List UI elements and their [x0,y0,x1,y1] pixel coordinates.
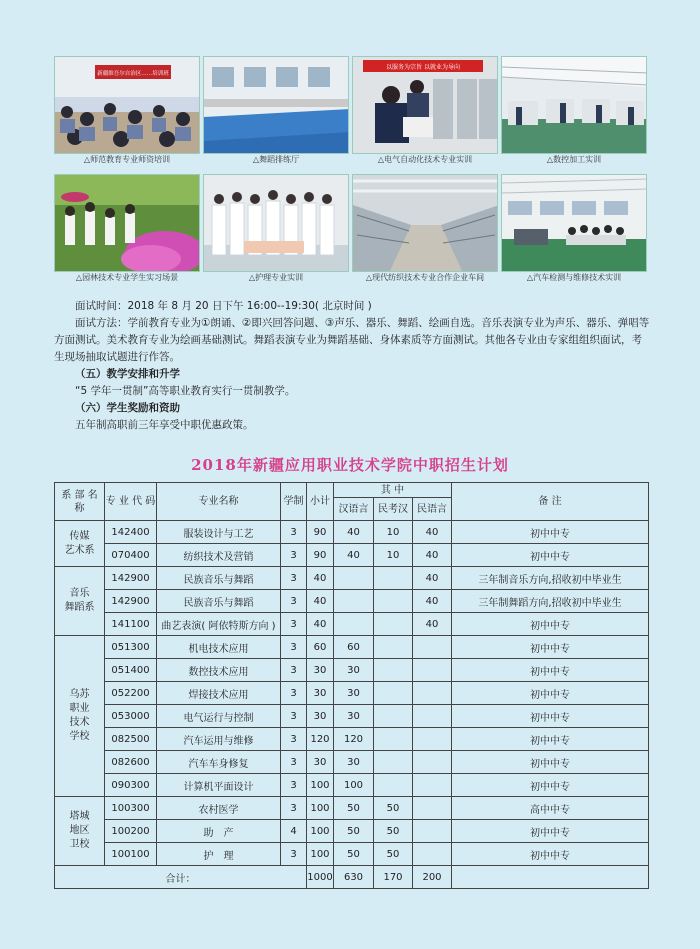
enrollment-plan-table [54,482,649,889]
code-cell: 142900 [105,590,157,613]
min-cell [413,797,452,820]
years-cell: 3 [281,521,307,544]
code-cell: 100200 [105,820,157,843]
han-cell: 50 [334,843,374,866]
remark-cell: 初中中专 [452,521,649,544]
remark-cell: 初中中专 [452,751,649,774]
admission-details [54,298,650,434]
photo-nursing-training [203,174,349,284]
banner-text: 以服务为宗旨 以就业为导向 [386,64,460,71]
remark-cell: 初中中专 [452,544,649,567]
mkh-cell [374,590,413,613]
code-cell: 082600 [105,751,157,774]
code-cell: 142900 [105,567,157,590]
nursing-lab-photo [203,174,349,272]
mkh-cell: 50 [374,843,413,866]
interview-time: 面试时间：2018 年 8 月 20 日下午 16:00--19:30( 北京时间 ) [75,300,372,312]
table-row [55,843,649,866]
han-cell: 30 [334,682,374,705]
mkh-cell [374,728,413,751]
code-cell: 100100 [105,843,157,866]
han-cell: 100 [334,774,374,797]
header-remark: 备 注 [452,483,649,521]
photo-caption: △园林技术专业学生实习场景 [75,273,179,282]
code-cell: 100300 [105,797,157,820]
mkh-cell: 10 [374,544,413,567]
han-cell: 120 [334,728,374,751]
years-cell: 3 [281,659,307,682]
han-cell [334,567,374,590]
remark-cell: 初中中专 [452,728,649,751]
han-cell [334,613,374,636]
table-row [55,820,649,843]
photo-caption: △师范教育专业师资培训 [83,155,171,164]
years-cell: 3 [281,567,307,590]
code-cell: 090300 [105,774,157,797]
remark-cell: 初中中专 [452,613,649,636]
total-cell: 40 [307,567,334,590]
section5-body: “5 学年一贯制”高等职业教育实行一贯制教学。 [75,385,296,397]
mkh-cell [374,751,413,774]
mkh-cell [374,613,413,636]
min-cell [413,682,452,705]
code-cell: 142400 [105,521,157,544]
table-row [55,590,649,613]
dept-cell: 音乐 舞蹈系 [55,567,105,636]
major-cell: 机电技术应用 [157,636,281,659]
remark-cell: 初中中专 [452,636,649,659]
remark-cell: 初中中专 [452,659,649,682]
table-row [55,567,649,590]
major-cell: 曲艺表演( 阿依特斯方向 ) [157,613,281,636]
plan-title: 2018年新疆应用职业技术学院中职招生计划 [191,456,509,474]
han-cell: 30 [334,751,374,774]
major-cell: 汽车运用与维修 [157,728,281,751]
interview-method: 面试方法：学前教育专业为①朗诵、②即兴回答问题、③声乐、器乐、舞蹈、绘画自选。音乐表演专业为声乐、器乐、弹唱等方面测试。美术教育专业为绘画基础测试。舞蹈表演专业为舞蹈基础、身体素质等方面测试。其他各专业由专家组组织面试，考生现场抽取试题进行作答。 [54,317,650,363]
han-cell: 50 [334,820,374,843]
remark-cell: 初中中专 [452,843,649,866]
photo-electrical-training [352,56,498,166]
code-cell: 051400 [105,659,157,682]
total-cell: 100 [307,774,334,797]
table-row [55,705,649,728]
min-cell: 40 [413,544,452,567]
code-cell: 053000 [105,705,157,728]
code-cell: 070400 [105,544,157,567]
header-major-name: 专业名称 [157,483,281,521]
table-row [55,774,649,797]
photo-teacher-training [54,56,200,166]
years-cell: 3 [281,613,307,636]
electrical-lab-photo [352,56,498,154]
table-row [55,544,649,567]
table-header [55,483,649,521]
major-cell: 汽车车身修复 [157,751,281,774]
years-cell: 3 [281,797,307,820]
header-min: 民语言 [413,498,452,521]
remark-cell: 初中中专 [452,820,649,843]
total-cell: 90 [307,544,334,567]
total-cell: 40 [307,590,334,613]
years-cell: 4 [281,820,307,843]
photo-caption: △现代纺织技术专业合作企业车间 [365,273,485,282]
total-cell: 30 [307,705,334,728]
header-years: 学制 [281,483,307,521]
total-cell: 30 [307,751,334,774]
table-row [55,728,649,751]
han-cell [334,590,374,613]
major-cell: 计算机平面设计 [157,774,281,797]
header-han: 汉语言 [334,498,374,521]
min-cell [413,636,452,659]
years-cell: 3 [281,636,307,659]
remark-cell: 初中中专 [452,705,649,728]
total-cell: 60 [307,636,334,659]
min-cell [413,751,452,774]
han-cell: 30 [334,659,374,682]
remark-cell: 初中中专 [452,774,649,797]
major-cell: 数控技术应用 [157,659,281,682]
photo-caption: △汽车检测与维修技术实训 [526,273,622,282]
remark-cell: 初中中专 [452,682,649,705]
totals-remark [452,866,649,889]
mkh-cell: 50 [374,797,413,820]
major-cell: 民族音乐与舞蹈 [157,567,281,590]
major-cell: 助 产 [157,820,281,843]
photo-caption: △护理专业实训 [248,273,304,282]
photo-textile-workshop [352,174,498,284]
textile-factory-photo [352,174,498,272]
photo-caption: △电气自动化技术专业实训 [377,155,473,164]
totals-total: 1000 [307,866,334,889]
mkh-cell [374,774,413,797]
section6-title: （六）学生奖励和资助 [75,402,180,414]
major-cell: 农村医学 [157,797,281,820]
total-cell: 100 [307,843,334,866]
table-row [55,659,649,682]
totals-mkh: 170 [374,866,413,889]
photo-dance-hall [203,56,349,166]
cnc-workshop-photo [501,56,647,154]
classroom-photo [54,56,200,154]
table-row [55,797,649,820]
years-cell: 3 [281,544,307,567]
auto-workshop-photo [501,174,647,272]
photo-grid [54,56,646,284]
table-row [55,521,649,544]
min-cell [413,820,452,843]
header-subtotal: 小计 [307,483,334,521]
han-cell: 50 [334,797,374,820]
header-minkaohan: 民考汉 [374,498,413,521]
mkh-cell: 10 [374,521,413,544]
min-cell [413,728,452,751]
years-cell: 3 [281,590,307,613]
total-cell: 30 [307,682,334,705]
years-cell: 3 [281,705,307,728]
major-cell: 护 理 [157,843,281,866]
section6-body: 五年制高职前三年享受中职优惠政策。 [75,419,254,431]
mkh-cell [374,682,413,705]
major-cell: 焊接技术应用 [157,682,281,705]
total-cell: 100 [307,797,334,820]
photo-cnc-training [501,56,647,166]
remark-cell: 高中中专 [452,797,649,820]
major-cell: 电气运行与控制 [157,705,281,728]
mkh-cell [374,567,413,590]
total-cell: 90 [307,521,334,544]
header-dept: 系 部 名 称 [55,483,105,521]
dept-cell: 传媒 艺术系 [55,521,105,567]
total-cell: 40 [307,613,334,636]
garden-photo [54,174,200,272]
code-cell: 141100 [105,613,157,636]
years-cell: 3 [281,682,307,705]
table-row [55,682,649,705]
dance-hall-photo [203,56,349,154]
header-code: 专 业 代 码 [105,483,157,521]
totals-han: 630 [334,866,374,889]
han-cell: 40 [334,521,374,544]
years-cell: 3 [281,843,307,866]
code-cell: 051300 [105,636,157,659]
total-cell: 120 [307,728,334,751]
banner-text: 新疆维吾尔自治区……培训班 [97,71,169,77]
min-cell: 40 [413,567,452,590]
totals-label: 合计： [55,866,307,889]
min-cell [413,659,452,682]
totals-min: 200 [413,866,452,889]
years-cell: 3 [281,774,307,797]
han-cell: 60 [334,636,374,659]
min-cell: 40 [413,521,452,544]
major-cell: 民族音乐与舞蹈 [157,590,281,613]
min-cell: 40 [413,590,452,613]
min-cell [413,705,452,728]
dept-cell: 塔城 地区 卫校 [55,797,105,866]
min-cell: 40 [413,613,452,636]
table-body [55,521,649,889]
mkh-cell: 50 [374,820,413,843]
photo-landscape-practice [54,174,200,284]
table-row [55,751,649,774]
min-cell [413,843,452,866]
major-cell: 服装设计与工艺 [157,521,281,544]
dept-cell: 乌苏 职业 技术 学校 [55,636,105,797]
header-among: 其 中 [334,483,452,498]
years-cell: 3 [281,728,307,751]
code-cell: 082500 [105,728,157,751]
photo-auto-repair-training [501,174,647,284]
code-cell: 052200 [105,682,157,705]
remark-cell: 三年制音乐方向,招收初中毕业生 [452,567,649,590]
min-cell [413,774,452,797]
totals-row [55,866,649,889]
total-cell: 100 [307,820,334,843]
mkh-cell [374,636,413,659]
section5-title: （五）教学安排和升学 [75,368,180,380]
table-row [55,613,649,636]
table-row [55,636,649,659]
mkh-cell [374,705,413,728]
years-cell: 3 [281,751,307,774]
remark-cell: 三年制舞蹈方向,招收初中毕业生 [452,590,649,613]
photo-caption: △舞蹈排练厅 [252,155,300,164]
han-cell: 40 [334,544,374,567]
total-cell: 30 [307,659,334,682]
mkh-cell [374,659,413,682]
major-cell: 纺织技术及营销 [157,544,281,567]
photo-caption: △数控加工实训 [546,155,602,164]
han-cell: 30 [334,705,374,728]
